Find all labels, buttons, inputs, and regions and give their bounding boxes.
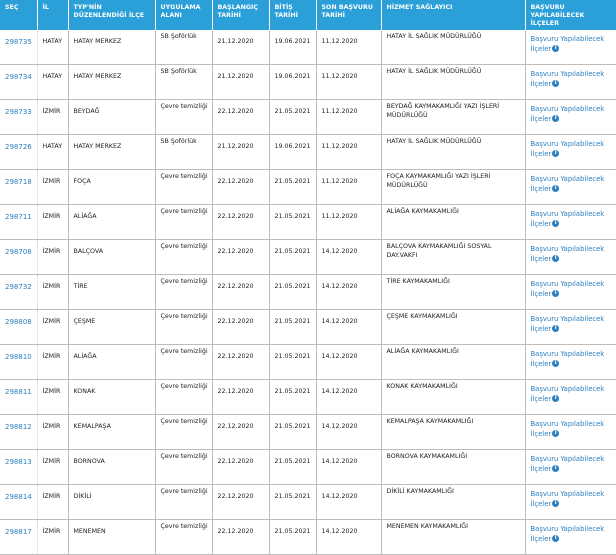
cell-baslangic: 21.12.2020 [212, 65, 269, 100]
cell-bitis: 21.05.2021 [269, 170, 316, 205]
cell-son-basvuru: 14.12.2020 [316, 485, 381, 520]
cell-ilce: ALİAĞA [68, 345, 155, 380]
cell-ilceler [525, 345, 616, 380]
cell-uygulama-alani: Çevre temizliği [155, 240, 212, 275]
cell-hizmet-saglayici: KEMALPAŞA KAYMAKAMLIĞI [381, 415, 525, 450]
cell-baslangic: 21.12.2020 [212, 30, 269, 65]
table-row [0, 485, 616, 520]
info-icon[interactable]: i [552, 430, 559, 437]
col-header-son-basvuru[interactable]: SON BAŞVURU TARİHİ [316, 0, 381, 30]
col-header-il[interactable]: İL [37, 0, 68, 30]
cell-hizmet-saglayici: TİRE KAYMAKAMLIĞI [381, 275, 525, 310]
table-row [0, 135, 616, 170]
basvuru-link[interactable]: Başvuru Yapılabilecek İlçeler [530, 70, 605, 88]
info-icon[interactable]: i [552, 290, 559, 297]
table-row [0, 170, 616, 205]
col-header-baslangic[interactable]: BAŞLANGIÇ TARİHİ [212, 0, 269, 30]
info-icon[interactable]: i [552, 185, 559, 192]
cell-il: İZMİR [37, 485, 68, 520]
cell-uygulama-alani: Çevre temizliği [155, 485, 212, 520]
basvuru-link[interactable]: Başvuru Yapılabilecek İlçeler [530, 385, 605, 403]
row-id-link[interactable]: 298711 [0, 205, 37, 240]
cell-bitis: 21.05.2021 [269, 485, 316, 520]
basvuru-link[interactable]: Başvuru Yapılabilecek İlçeler [530, 140, 605, 158]
cell-baslangic: 22.12.2020 [212, 520, 269, 555]
cell-uygulama-alani: Çevre temizliği [155, 100, 212, 135]
table-row [0, 415, 616, 450]
cell-ilce: HATAY MERKEZ [68, 30, 155, 65]
cell-bitis: 21.05.2021 [269, 240, 316, 275]
cell-baslangic: 22.12.2020 [212, 415, 269, 450]
row-id-link[interactable]: 298810 [0, 345, 37, 380]
table-row [0, 345, 616, 380]
cell-bitis: 21.05.2021 [269, 415, 316, 450]
cell-baslangic: 22.12.2020 [212, 100, 269, 135]
cell-uygulama-alani: SB Şoförlük [155, 65, 212, 100]
cell-son-basvuru: 11.12.2020 [316, 205, 381, 240]
table-row [0, 520, 616, 555]
cell-ilceler [525, 170, 616, 205]
cell-baslangic: 22.12.2020 [212, 205, 269, 240]
basvuru-link[interactable]: Başvuru Yapılabilecek İlçeler [530, 490, 605, 508]
cell-ilceler [525, 415, 616, 450]
cell-son-basvuru: 11.12.2020 [316, 30, 381, 65]
cell-baslangic: 22.12.2020 [212, 170, 269, 205]
basvuru-link[interactable]: Başvuru Yapılabilecek İlçeler [530, 280, 605, 298]
cell-son-basvuru: 11.12.2020 [316, 135, 381, 170]
cell-il: İZMİR [37, 520, 68, 555]
table-row [0, 65, 616, 100]
cell-son-basvuru: 11.12.2020 [316, 100, 381, 135]
info-icon[interactable]: i [552, 535, 559, 542]
cell-il: İZMİR [37, 380, 68, 415]
basvuru-link[interactable]: Başvuru Yapılabilecek İlçeler [530, 525, 605, 543]
cell-son-basvuru: 14.12.2020 [316, 275, 381, 310]
cell-bitis: 19.06.2021 [269, 135, 316, 170]
cell-bitis: 21.05.2021 [269, 100, 316, 135]
cell-il: İZMİR [37, 310, 68, 345]
basvuru-link[interactable]: Başvuru Yapılabilecek İlçeler [530, 315, 605, 333]
cell-ilce: BALÇOVA [68, 240, 155, 275]
table-row [0, 380, 616, 415]
table-row [0, 240, 616, 275]
cell-son-basvuru: 14.12.2020 [316, 415, 381, 450]
cell-il: İZMİR [37, 450, 68, 485]
cell-hizmet-saglayici: ÇEŞME KAYMAKAMLIĞI [381, 310, 525, 345]
cell-ilceler [525, 30, 616, 65]
basvuru-link[interactable]: Başvuru Yapılabilecek İlçeler [530, 105, 605, 123]
cell-baslangic: 22.12.2020 [212, 380, 269, 415]
cell-ilceler [525, 100, 616, 135]
cell-baslangic: 22.12.2020 [212, 450, 269, 485]
cell-hizmet-saglayici: FOÇA KAYMAKAMLIĞI YAZI İŞLERİ MÜDÜRLÜĞÜ [381, 170, 525, 205]
cell-bitis: 21.05.2021 [269, 345, 316, 380]
cell-ilceler [525, 450, 616, 485]
row-id-link[interactable]: 298817 [0, 520, 37, 555]
row-id-link[interactable]: 298735 [0, 30, 37, 65]
cell-ilceler [525, 485, 616, 520]
cell-son-basvuru: 11.12.2020 [316, 65, 381, 100]
cell-son-basvuru: 11.12.2020 [316, 170, 381, 205]
cell-ilce: BORNOVA [68, 450, 155, 485]
basvuru-link[interactable]: Başvuru Yapılabilecek İlçeler [530, 455, 605, 473]
row-id-link[interactable]: 298726 [0, 135, 37, 170]
cell-il: İZMİR [37, 100, 68, 135]
cell-baslangic: 22.12.2020 [212, 240, 269, 275]
cell-ilce: HATAY MERKEZ [68, 65, 155, 100]
cell-baslangic: 22.12.2020 [212, 275, 269, 310]
col-header-ilceler[interactable]: BAŞVURU YAPILABİLECEK İLÇELER [525, 0, 616, 30]
cell-son-basvuru: 14.12.2020 [316, 240, 381, 275]
row-id-link[interactable]: 298811 [0, 380, 37, 415]
cell-uygulama-alani: Çevre temizliği [155, 310, 212, 345]
col-header-sec[interactable]: SEÇ [0, 0, 37, 30]
cell-ilceler [525, 135, 616, 170]
row-id-link[interactable]: 298732 [0, 275, 37, 310]
cell-ilceler [525, 65, 616, 100]
cell-son-basvuru: 14.12.2020 [316, 380, 381, 415]
cell-il: İZMİR [37, 415, 68, 450]
cell-son-basvuru: 14.12.2020 [316, 450, 381, 485]
cell-hizmet-saglayici: BORNOVA KAYMAKAMLIĞI [381, 450, 525, 485]
cell-ilceler [525, 310, 616, 345]
basvuru-link[interactable]: Başvuru Yapılabilecek İlçeler [530, 245, 605, 263]
cell-uygulama-alani: Çevre temizliği [155, 380, 212, 415]
table-row [0, 275, 616, 310]
info-icon[interactable]: i [552, 220, 559, 227]
cell-uygulama-alani: Çevre temizliği [155, 415, 212, 450]
cell-uygulama-alani: Çevre temizliği [155, 345, 212, 380]
cell-bitis: 21.05.2021 [269, 450, 316, 485]
cell-ilce: MENEMEN [68, 520, 155, 555]
cell-son-basvuru: 14.12.2020 [316, 345, 381, 380]
info-icon[interactable]: i [552, 395, 559, 402]
cell-ilce: ÇEŞME [68, 310, 155, 345]
col-header-hizmet[interactable]: HİZMET SAĞLAYICI [381, 0, 525, 30]
cell-bitis: 21.05.2021 [269, 520, 316, 555]
row-id-link[interactable]: 298718 [0, 170, 37, 205]
cell-ilce: TİRE [68, 275, 155, 310]
cell-hizmet-saglayici: HATAY İL SAĞLIK MÜDÜRLÜĞÜ [381, 65, 525, 100]
col-header-alan[interactable]: UYGULAMA ALANI [155, 0, 212, 30]
cell-hizmet-saglayici: MENEMEN KAYMAKAMLIĞI [381, 520, 525, 555]
cell-il: İZMİR [37, 345, 68, 380]
basvuru-link[interactable]: Başvuru Yapılabilecek İlçeler [530, 210, 605, 228]
row-id-link[interactable]: 298733 [0, 100, 37, 135]
info-icon[interactable]: i [552, 500, 559, 507]
cell-baslangic: 22.12.2020 [212, 485, 269, 520]
row-id-link[interactable]: 298708 [0, 240, 37, 275]
row-id-link[interactable]: 298808 [0, 310, 37, 345]
row-id-link[interactable]: 298812 [0, 415, 37, 450]
cell-hizmet-saglayici: DİKİLİ KAYMAKAMLIĞI [381, 485, 525, 520]
table-row [0, 30, 616, 65]
cell-ilce: HATAY MERKEZ [68, 135, 155, 170]
cell-ilceler [525, 205, 616, 240]
cell-hizmet-saglayici: ALİAĞA KAYMAKAMLIĞI [381, 345, 525, 380]
cell-bitis: 19.06.2021 [269, 65, 316, 100]
cell-son-basvuru: 14.12.2020 [316, 310, 381, 345]
info-icon[interactable]: i [552, 115, 559, 122]
cell-bitis: 21.05.2021 [269, 275, 316, 310]
cell-il: İZMİR [37, 205, 68, 240]
table-row [0, 205, 616, 240]
cell-ilce: KONAK [68, 380, 155, 415]
table-header [0, 0, 616, 30]
cell-hizmet-saglayici: BALÇOVA KAYMAKAMLIĞI SOSYAL DAY.VAKFI [381, 240, 525, 275]
cell-ilceler [525, 380, 616, 415]
cell-ilce: BEYDAĞ [68, 100, 155, 135]
cell-ilceler [525, 275, 616, 310]
cell-hizmet-saglayici: KONAK KAYMAKAMLIĞI [381, 380, 525, 415]
cell-il: İZMİR [37, 240, 68, 275]
cell-il: HATAY [37, 65, 68, 100]
basvuru-link[interactable]: Başvuru Yapılabilecek İlçeler [530, 420, 605, 438]
basvuru-link[interactable]: Başvuru Yapılabilecek İlçeler [530, 350, 605, 368]
cell-uygulama-alani: Çevre temizliği [155, 205, 212, 240]
table-row [0, 100, 616, 135]
info-icon[interactable]: i [552, 325, 559, 332]
cell-ilceler [525, 520, 616, 555]
cell-son-basvuru: 14.12.2020 [316, 520, 381, 555]
cell-uygulama-alani: Çevre temizliği [155, 170, 212, 205]
cell-ilce: DİKİLİ [68, 485, 155, 520]
cell-bitis: 21.05.2021 [269, 205, 316, 240]
info-icon[interactable]: i [552, 150, 559, 157]
cell-bitis: 21.05.2021 [269, 310, 316, 345]
cell-ilce: ALİAĞA [68, 205, 155, 240]
cell-hizmet-saglayici: HATAY İL SAĞLIK MÜDÜRLÜĞÜ [381, 30, 525, 65]
cell-uygulama-alani: SB Şoförlük [155, 30, 212, 65]
row-id-link[interactable]: 298813 [0, 450, 37, 485]
basvuru-link[interactable]: Başvuru Yapılabilecek İlçeler [530, 175, 605, 193]
cell-uygulama-alani: SB Şoförlük [155, 135, 212, 170]
cell-il: İZMİR [37, 170, 68, 205]
cell-uygulama-alani: Çevre temizliği [155, 275, 212, 310]
table-row [0, 450, 616, 485]
col-header-bitis[interactable]: BİTİŞ TARİHİ [269, 0, 316, 30]
info-icon[interactable]: i [552, 360, 559, 367]
cell-ilceler [525, 240, 616, 275]
row-id-link[interactable]: 298734 [0, 65, 37, 100]
info-icon[interactable]: i [552, 465, 559, 472]
cell-baslangic: 22.12.2020 [212, 345, 269, 380]
info-icon[interactable]: i [552, 45, 559, 52]
cell-il: İZMİR [37, 275, 68, 310]
info-icon[interactable]: i [552, 80, 559, 87]
cell-bitis: 21.05.2021 [269, 380, 316, 415]
info-icon[interactable]: i [552, 255, 559, 262]
cell-uygulama-alani: Çevre temizliği [155, 520, 212, 555]
basvuru-link[interactable]: Başvuru Yapılabilecek İlçeler [530, 35, 605, 53]
cell-il: HATAY [37, 30, 68, 65]
cell-ilce: FOÇA [68, 170, 155, 205]
cell-hizmet-saglayici: HATAY İL SAĞLIK MÜDÜRLÜĞÜ [381, 135, 525, 170]
cell-bitis: 19.06.2021 [269, 30, 316, 65]
cell-hizmet-saglayici: BEYDAĞ KAYMAKAMLIĞI YAZI İŞLERİ MÜDÜRLÜĞÜ [381, 100, 525, 135]
cell-ilce: KEMALPAŞA [68, 415, 155, 450]
table-row [0, 310, 616, 345]
cell-uygulama-alani: Çevre temizliği [155, 450, 212, 485]
cell-baslangic: 21.12.2020 [212, 135, 269, 170]
cell-il: HATAY [37, 135, 68, 170]
row-id-link[interactable]: 298814 [0, 485, 37, 520]
cell-hizmet-saglayici: ALİAĞA KAYMAKAMLIĞI [381, 205, 525, 240]
col-header-ilce[interactable]: TYP'NİN DÜZENLENDİĞİ İLÇE [68, 0, 155, 30]
cell-baslangic: 22.12.2020 [212, 310, 269, 345]
